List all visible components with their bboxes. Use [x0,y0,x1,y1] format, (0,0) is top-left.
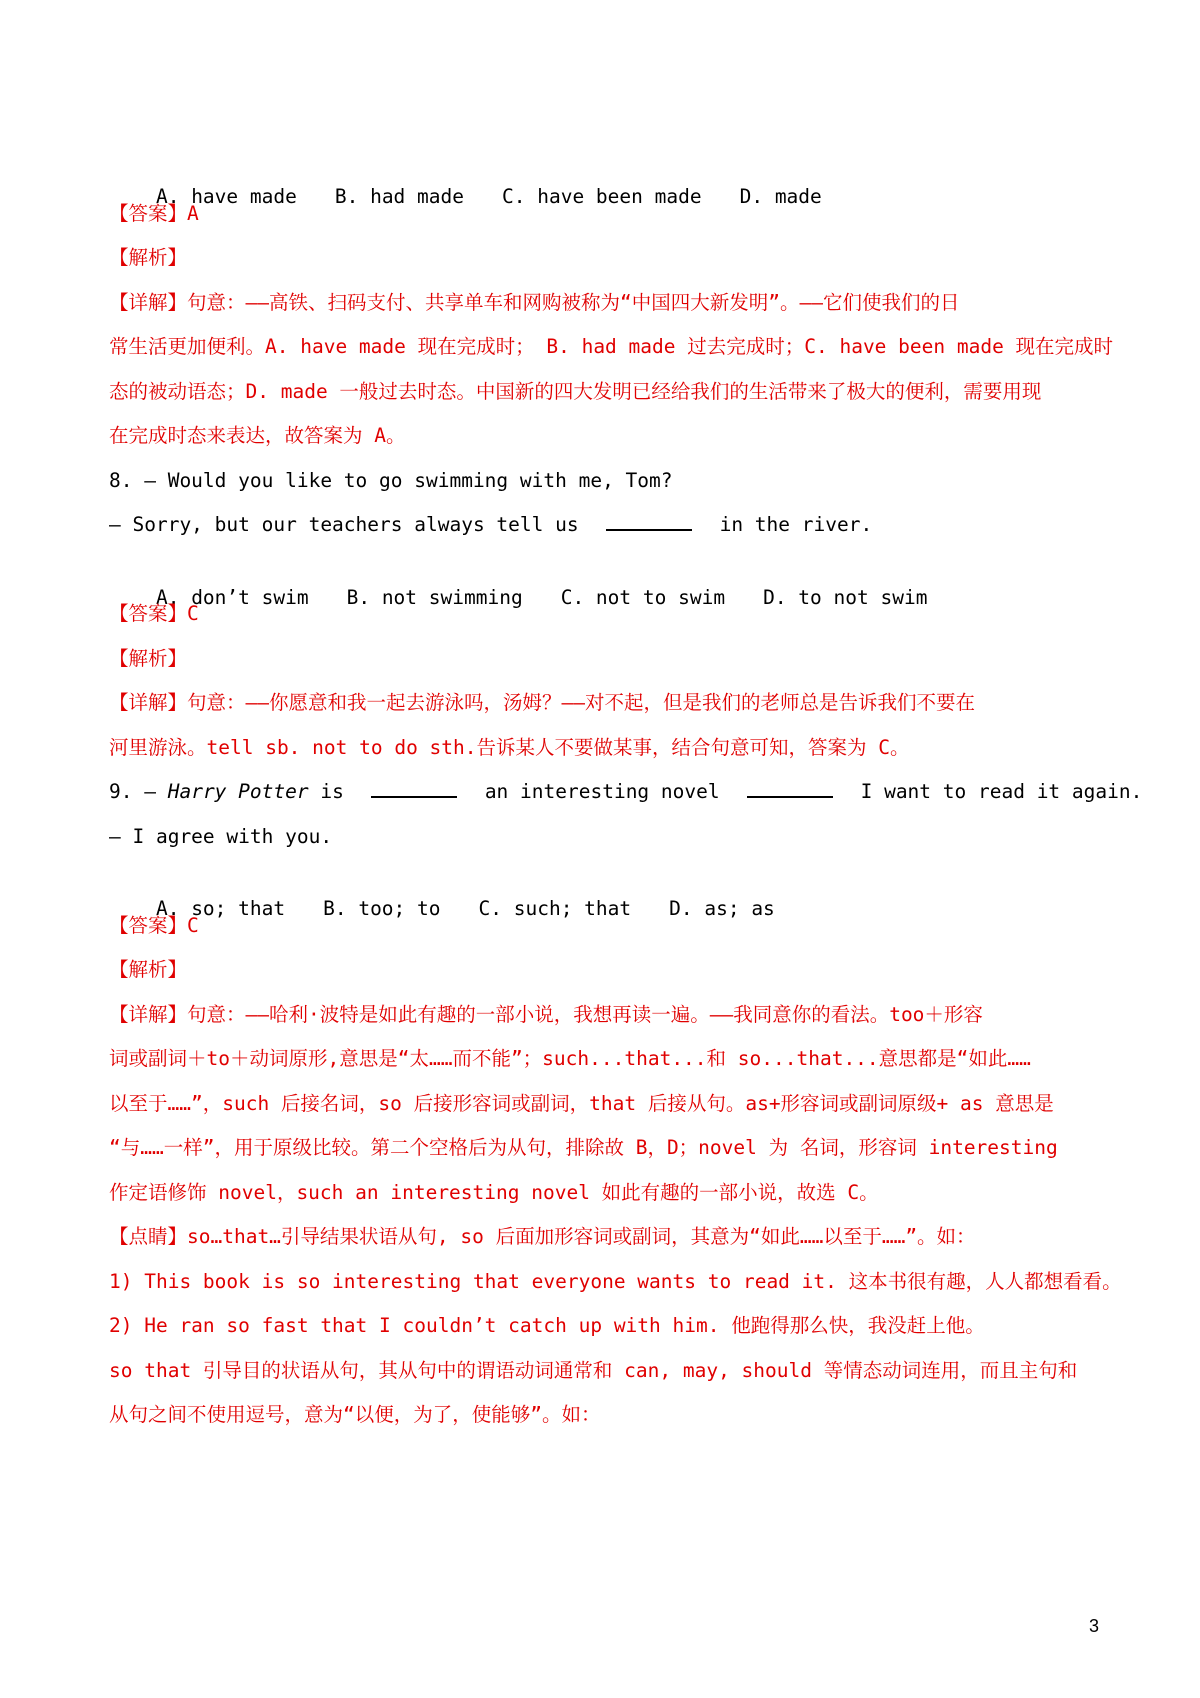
q9-answer: 【答案】C [109,914,199,937]
q7-option-d: D. made [739,185,822,208]
q9-detail-line-2: 词或副词＋to＋动词原形,意思是“太……而不能”；such...that...和 so...that...意思都是“如此…… [109,1047,1031,1070]
q9-tip-line-3: 2) He ran so fast that I couldn’t catch up with him. 他跑得那么快，我没赶上他。 [109,1314,985,1337]
q9-detail-line-3: 以至于……”，such 后接名词，so 后接形容词或副词，that 后接从句。as+形容词或副词原级+ as 意思是 [109,1092,1054,1115]
q8-answer: 【答案】C [109,602,199,625]
q9-option-c: C. such; that [478,897,632,920]
q7-detail-line-3: 态的被动语态；D. made 一般过去时态。中国新的四大发明已经给我们的生活带来了极大的便利，需要用现 [109,380,1042,403]
q8-stem-line-1: 8. — Would you like to go swimming with me, Tom? [109,469,673,492]
q7-detail-line-2: 常生活更加便利。A. have made 现在完成时； B. had made 过去完成时；C. have been made 现在完成时 [109,335,1114,358]
q8-option-b: B. not swimming [346,586,523,609]
q8-stem-line-2 [109,511,1099,539]
q9-tip-line-4: so that 引导目的状语从句，其从句中的谓语动词通常和 can, may, should 等情态动词连用，而且主句和 [109,1359,1078,1382]
q9-tip-line-2: 1) This book is so interesting that everyone wants to read it. 这本书很有趣，人人都想看看。 [109,1270,1122,1293]
q9-option-a: A. so; that [155,897,286,920]
q9-book-title: Harry Potter [167,780,309,803]
q9-analysis-heading: 【解析】 [109,958,188,981]
q9-stem-line-2: — I agree with you. [109,825,333,848]
q7-analysis-heading: 【解析】 [109,246,188,269]
q8-detail-line-1: 【详解】句意：——你愿意和我一起去游泳吗，汤姆？——对不起，但是我们的老师总是告诉我们不要在 [109,691,975,714]
q8-option-d: D. to not swim [763,586,928,609]
q9-answer-blank-1 [371,778,457,798]
q8-analysis-heading: 【解析】 [109,647,188,670]
page-number: 3 [1088,1616,1099,1636]
q8-answer-blank [606,511,692,531]
q7-option-c: C. have been made [502,185,702,208]
q9-detail-line-1: 【详解】句意：——哈利·波特是如此有趣的一部小说，我想再读一遍。——我同意你的看法。too＋形容 [109,1003,983,1026]
q9-option-b: B. too; to [323,897,441,920]
q9-detail-line-4: “与……一样”，用于原级比较。第二个空格后为从句，排除故 B，D；novel 为 名词，形容词 interesting [109,1136,1058,1159]
q8-option-c: C. not to swim [560,586,726,609]
q9-tip-line-5: 从句之间不使用逗号，意为“以便，为了，使能够”。如： [109,1403,601,1426]
q8-stem-post: in the river. [719,513,873,536]
q9-option-d: D. as; as [669,897,775,920]
q9-stem-line-1 [109,778,1143,806]
q8-option-a: A. don’t swim [155,586,309,609]
q9-stem-is: is [320,780,344,803]
q9-detail-line-5: 作定语修饰 novel，such an interesting novel 如此有趣的一部小说，故选 C。 [109,1181,879,1204]
q7-detail-line-4: 在完成时态来表达，故答案为 A。 [109,424,406,447]
q9-stem-pre: 9. — [109,780,156,803]
q9-tip-line-1: 【点睛】so…that…引导结果状语从句, so 后面加形容词或副词，其意为“如此……以至于……”。如： [109,1225,976,1248]
q9-stem-mid: an interesting novel [484,780,720,803]
q8-stem-pre: — Sorry, but our teachers always tell us [109,513,579,536]
q9-answer-blank-2 [747,778,833,798]
q7-detail-line-1: 【详解】句意：——高铁、扫码支付、共享单车和网购被称为“中国四大新发明”。——它们使我们的日 [109,291,960,314]
q7-option-b: B. had made [334,185,464,208]
q7-option-a: A. have made [155,185,297,208]
q7-answer: 【答案】A [109,202,199,225]
q8-detail-line-2: 河里游泳。tell sb. not to do sth.告诉某人不要做某事，结合句意可知，答案为 C。 [109,736,910,759]
q9-stem-post: I want to read it again. [860,780,1143,803]
